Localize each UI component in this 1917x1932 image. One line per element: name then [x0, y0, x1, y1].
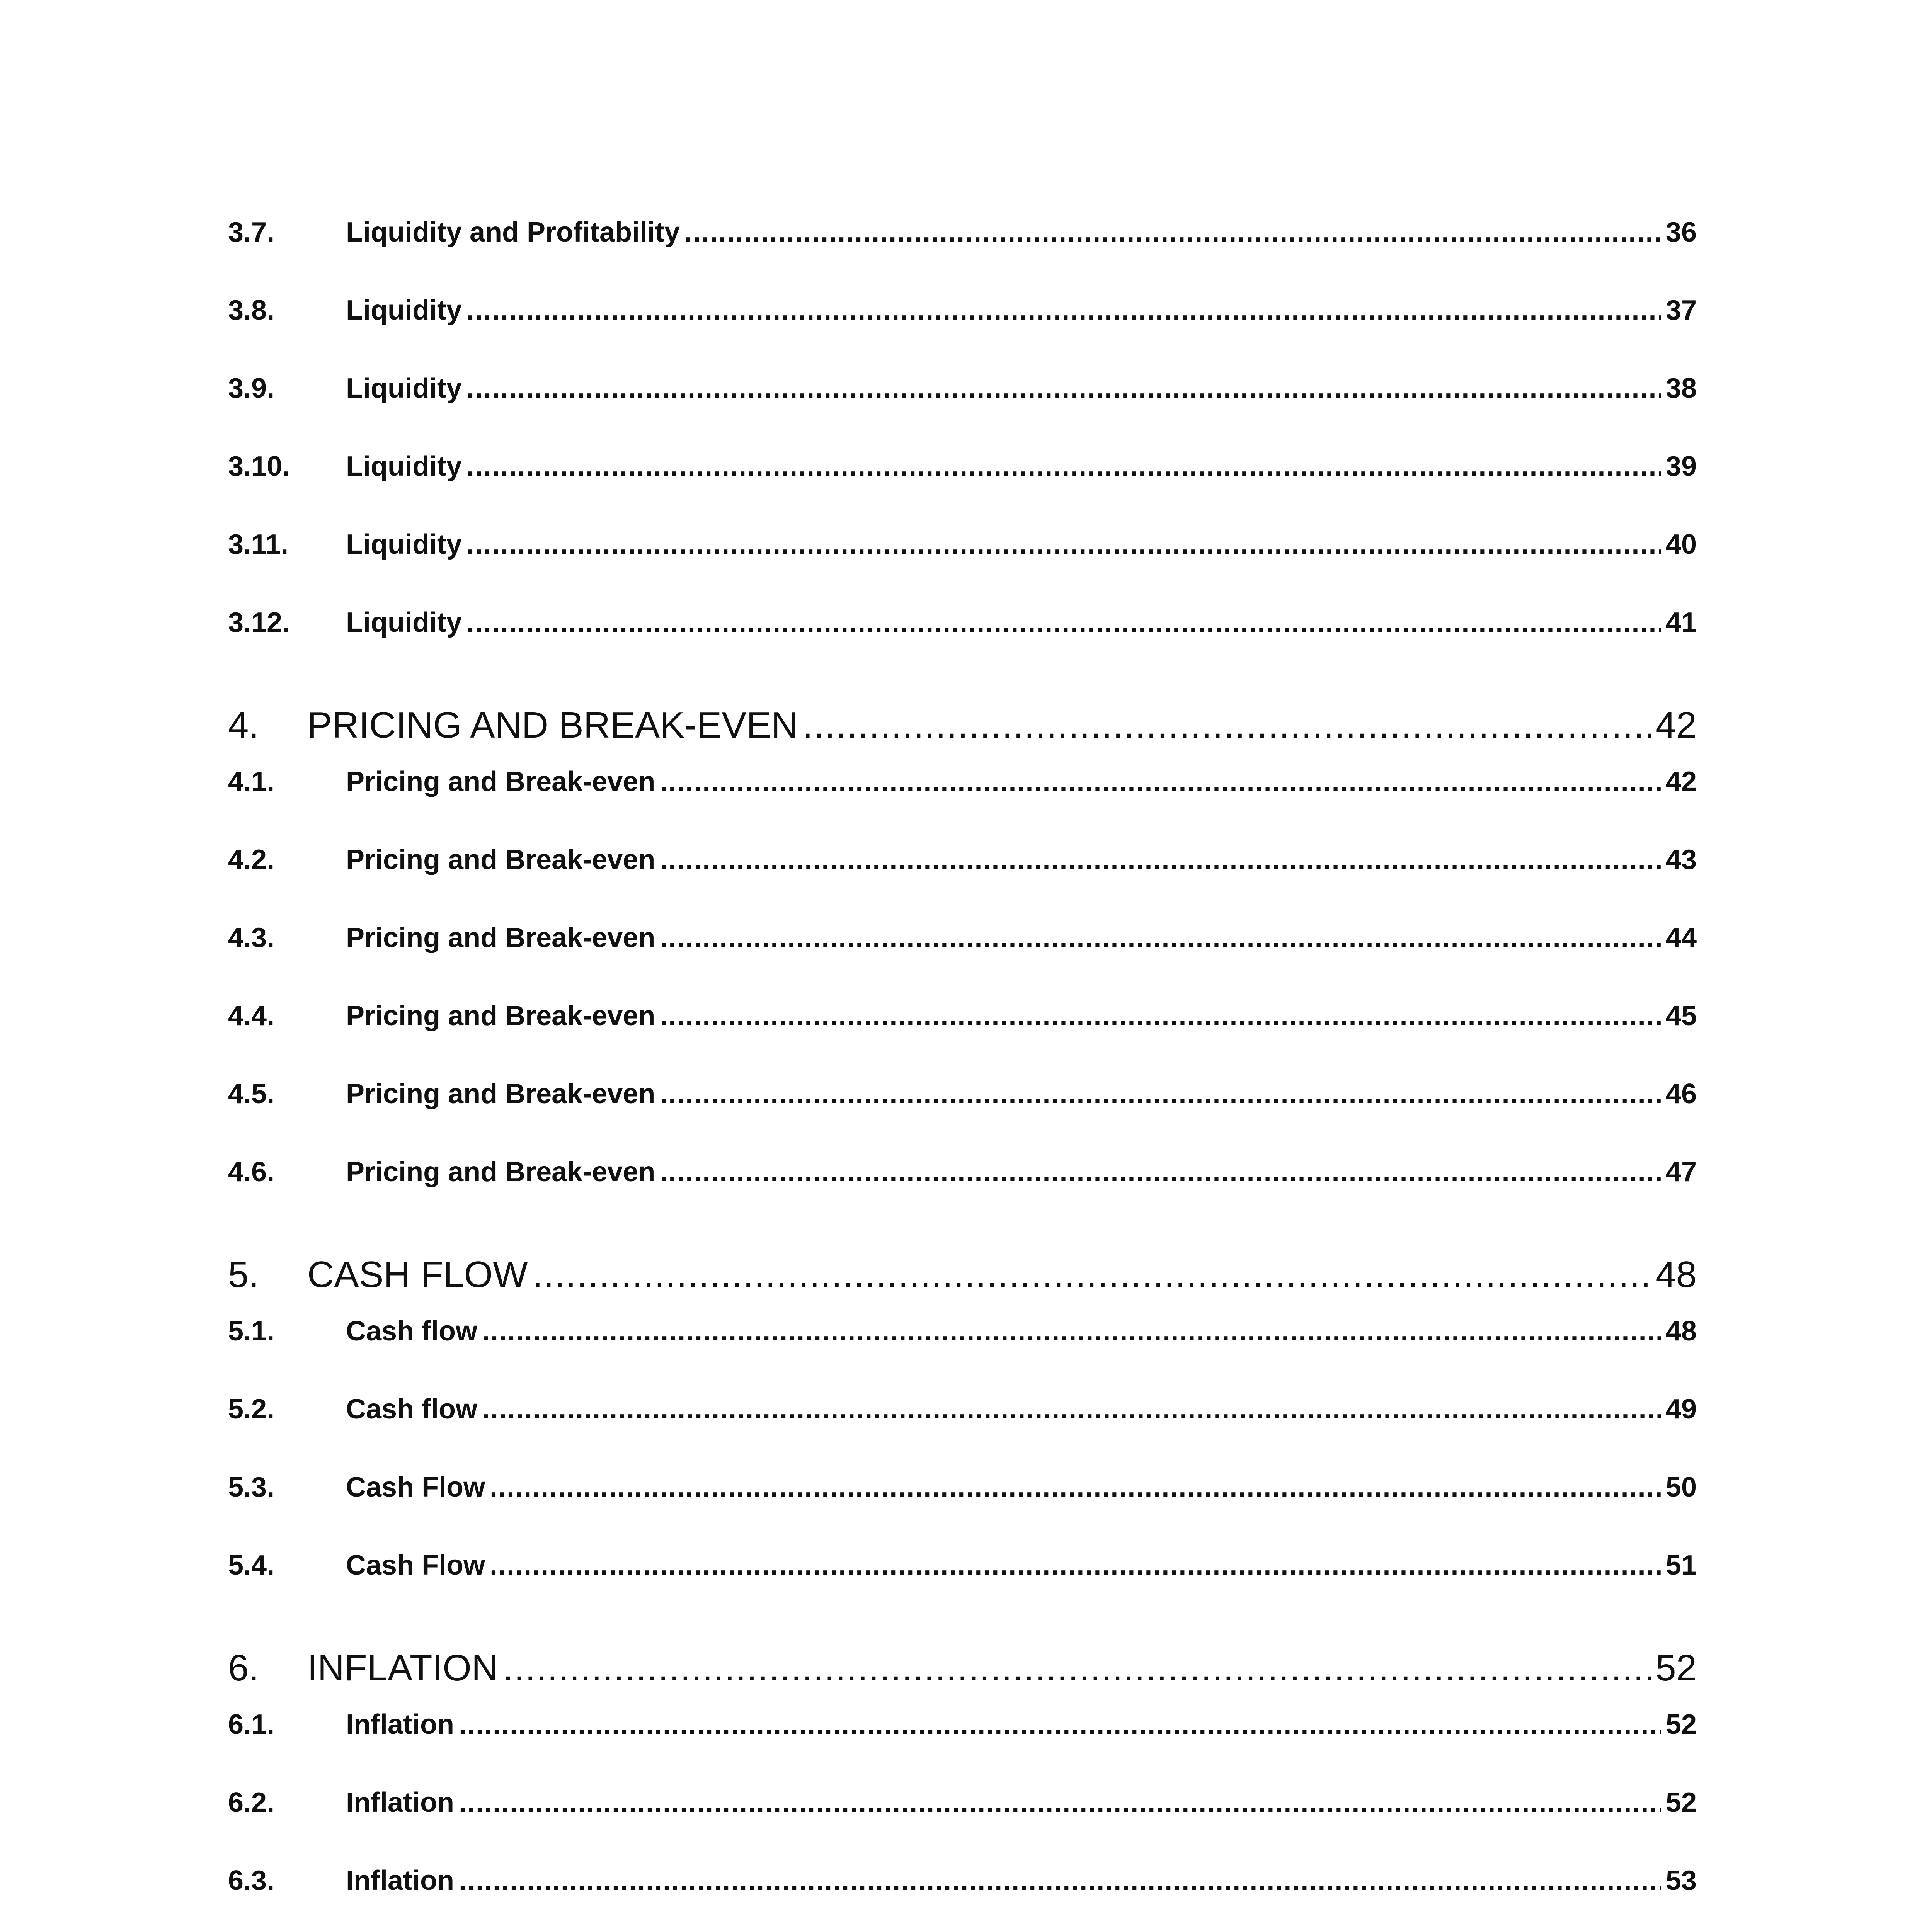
toc-dot-leader [533, 1253, 1651, 1296]
toc-entry-page: 40 [1665, 529, 1697, 560]
toc-entry-page: 52 [1655, 1647, 1697, 1689]
toc-entry-page: 48 [1665, 1316, 1697, 1347]
toc-entry-page: 47 [1665, 1156, 1697, 1187]
toc-dot-leader [503, 1647, 1651, 1689]
toc-entry-number: 5. [228, 1254, 259, 1295]
toc-entry-title: Cash Flow [346, 1472, 485, 1503]
toc-entry-number: 3.9. [228, 373, 275, 404]
toc-entry-title: Inflation [346, 1865, 454, 1896]
toc-entry-page: 43 [1665, 844, 1697, 875]
toc-entry-title: Pricing and Break-even [346, 1078, 655, 1109]
toc-subsection-entry[interactable] [228, 1315, 1697, 1358]
toc-entry-title: Cash Flow [346, 1550, 485, 1581]
toc-entry-title: Liquidity [346, 607, 462, 638]
toc-entry-title: Pricing and Break-even [346, 1000, 655, 1031]
toc-entry-title: PRICING AND BREAK-EVEN [307, 704, 798, 746]
toc-entry-title: Cash flow [346, 1316, 478, 1347]
toc-dot-leader [459, 1865, 1661, 1896]
toc-entry-page: 46 [1665, 1078, 1697, 1109]
toc-entry-title: Inflation [346, 1787, 454, 1818]
toc-subsection-entry[interactable] [228, 1709, 1697, 1751]
toc-subsection-entry[interactable] [228, 451, 1697, 493]
toc-entry-title: INFLATION [307, 1647, 499, 1689]
toc-entry-number: 3.11. [228, 529, 289, 560]
toc-dot-leader [660, 844, 1661, 876]
toc-dot-leader [803, 704, 1651, 747]
toc-subsection-entry[interactable] [228, 1471, 1697, 1514]
toc-subsection-entry[interactable] [228, 294, 1697, 337]
toc-dot-leader [482, 1393, 1661, 1425]
toc-entry-number: 6.3. [228, 1865, 275, 1896]
toc-entry-page: 44 [1665, 922, 1697, 953]
toc-section-entry[interactable] [228, 1647, 1697, 1701]
toc-entry-number: 5.1. [228, 1316, 275, 1347]
toc-entry-page: 48 [1655, 1254, 1697, 1295]
toc-entry-page: 42 [1665, 766, 1697, 797]
toc-dot-leader [490, 1549, 1661, 1581]
toc-subsection-entry[interactable] [228, 1078, 1697, 1121]
toc-subsection-entry[interactable] [228, 1787, 1697, 1829]
toc-entry-page: 50 [1665, 1472, 1697, 1503]
toc-dot-leader [482, 1315, 1661, 1347]
toc-entry-page: 52 [1665, 1787, 1697, 1818]
toc-entry-title: Inflation [346, 1709, 454, 1740]
toc-dot-leader [459, 1709, 1661, 1740]
toc-entry-title: Liquidity [346, 451, 462, 482]
toc-entry-title: Liquidity [346, 529, 462, 560]
toc-subsection-entry[interactable] [228, 844, 1697, 886]
toc-entry-number: 4. [228, 704, 259, 746]
toc-subsection-entry[interactable] [228, 1000, 1697, 1043]
toc-entry-number: 3.8. [228, 295, 275, 326]
toc-dot-leader [459, 1787, 1661, 1818]
toc-entry-number: 4.4. [228, 1000, 275, 1031]
toc-entry-title: Cash flow [346, 1394, 478, 1425]
toc-dot-leader [660, 922, 1661, 954]
toc-dot-leader [660, 1078, 1661, 1110]
toc-entry-page: 49 [1665, 1394, 1697, 1425]
toc-subsection-entry[interactable] [228, 216, 1697, 259]
toc-entry-page: 42 [1655, 704, 1697, 746]
toc-entry-page: 53 [1665, 1865, 1697, 1896]
toc-dot-leader [660, 766, 1661, 798]
toc-entry-number: 3.7. [228, 217, 275, 248]
toc-entry-title: Pricing and Break-even [346, 766, 655, 797]
toc-entry-number: 5.4. [228, 1550, 275, 1581]
toc-entry-title: Pricing and Break-even [346, 844, 655, 875]
toc-dot-leader [466, 372, 1661, 404]
toc-entry-page: 51 [1665, 1550, 1697, 1581]
toc-entry-number: 3.10. [228, 451, 290, 482]
toc-section-entry[interactable] [228, 704, 1697, 758]
toc-entry-number: 6.2. [228, 1787, 275, 1818]
toc-entry-number: 4.5. [228, 1078, 275, 1109]
toc-subsection-entry[interactable] [228, 607, 1697, 649]
toc-dot-leader [660, 1156, 1661, 1188]
toc-subsection-entry[interactable] [228, 922, 1697, 964]
toc-dot-leader [466, 529, 1661, 560]
toc-entry-title: Liquidity and Profitability [346, 217, 680, 248]
toc-subsection-entry[interactable] [228, 372, 1697, 415]
toc-entry-page: 37 [1665, 295, 1697, 326]
toc-entry-number: 5.3. [228, 1472, 275, 1503]
toc-dot-leader [490, 1471, 1661, 1503]
toc-entry-page: 38 [1665, 373, 1697, 404]
toc-subsection-entry[interactable] [228, 529, 1697, 571]
toc-subsection-entry[interactable] [228, 1156, 1697, 1199]
toc-entry-number: 6. [228, 1647, 259, 1689]
toc-entry-title: Liquidity [346, 373, 462, 404]
toc-dot-leader [660, 1000, 1661, 1032]
toc-entry-number: 5.2. [228, 1394, 275, 1425]
toc-entry-number: 4.2. [228, 844, 275, 875]
toc-section-entry[interactable] [228, 1253, 1697, 1308]
toc-dot-leader [466, 294, 1661, 326]
toc-entry-page: 41 [1665, 607, 1697, 638]
toc-entry-page: 45 [1665, 1000, 1697, 1031]
toc-entry-page: 52 [1665, 1709, 1697, 1740]
toc-subsection-entry[interactable] [228, 1549, 1697, 1592]
toc-entry-number: 3.12. [228, 607, 290, 638]
toc-entry-title: Pricing and Break-even [346, 1156, 655, 1187]
toc-dot-leader [466, 451, 1661, 482]
toc-entry-number: 6.1. [228, 1709, 275, 1740]
toc-entry-number: 4.3. [228, 922, 275, 953]
toc-entry-title: Pricing and Break-even [346, 922, 655, 953]
toc-subsection-entry[interactable] [228, 1393, 1697, 1436]
toc-dot-leader [684, 216, 1661, 248]
toc-subsection-entry[interactable] [228, 1865, 1697, 1907]
toc-entry-title: Liquidity [346, 295, 462, 326]
toc-subsection-entry[interactable] [228, 766, 1697, 808]
toc-entry-title: CASH FLOW [307, 1254, 528, 1295]
toc-entry-number: 4.1. [228, 766, 275, 797]
toc-entry-page: 39 [1665, 451, 1697, 482]
toc-entry-number: 4.6. [228, 1156, 275, 1187]
toc-entry-page: 36 [1665, 217, 1697, 248]
toc-dot-leader [466, 607, 1661, 638]
